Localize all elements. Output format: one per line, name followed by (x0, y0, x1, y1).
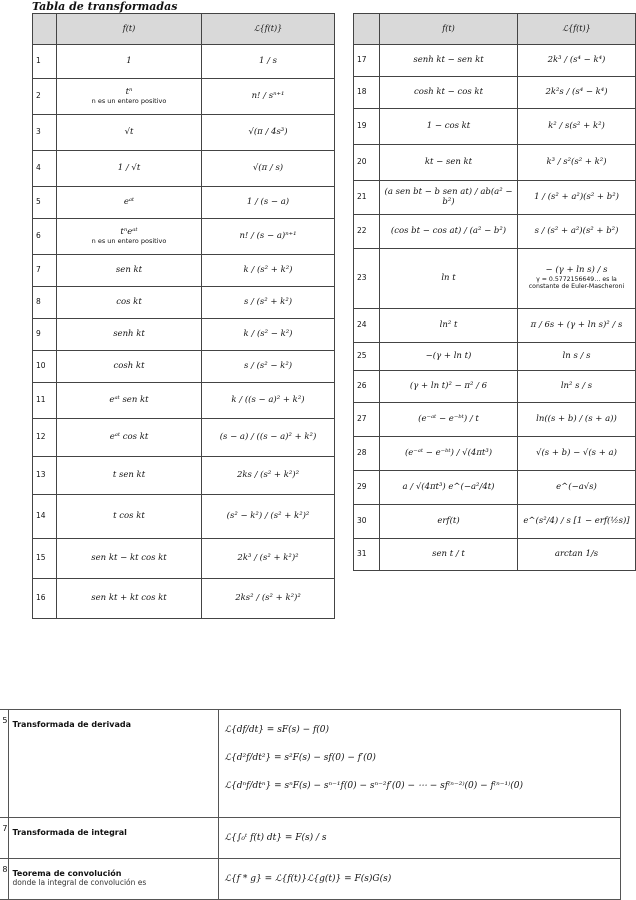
function-expression: sen kt − kt cos kt (91, 552, 167, 563)
row-number: 19 (354, 109, 380, 145)
function-cell (380, 77, 518, 109)
function-cell (57, 115, 202, 151)
transform-cell (202, 319, 335, 351)
row-number: 26 (354, 371, 380, 403)
function-expression: cosh kt (113, 360, 145, 371)
transform-cell (202, 187, 335, 219)
function-cell (380, 403, 518, 437)
transform-expression: s / (s² + k²) (243, 296, 293, 307)
row-number: 20 (354, 145, 380, 181)
table-row (354, 249, 636, 309)
function-expression: ln² t (439, 319, 458, 330)
transform-cell (518, 181, 636, 215)
transform-cell (202, 151, 335, 187)
transform-expression: e^(−a√s) (556, 481, 597, 492)
transform-expression: π / 6s + (γ + ln s)² / s (530, 319, 623, 330)
table-row (354, 437, 636, 471)
row-number: 12 (33, 419, 57, 457)
function-expression: ln t (441, 272, 456, 283)
function-cell (380, 45, 518, 77)
row-number: 2 (33, 79, 57, 115)
function-expression: (e⁻ᵃᵗ − e⁻ᵇᵗ) / √(4πt³) (404, 447, 493, 458)
transform-note: γ = 0.5772156649… es la constante de Euler-Mascheroni (528, 275, 625, 291)
row-number: 30 (354, 505, 380, 539)
row-number: 6 (33, 219, 57, 255)
function-cell (380, 539, 518, 571)
function-expression: eᵃᵗ cos kt (109, 431, 149, 442)
function-expression: tⁿ (125, 86, 133, 97)
row-number: 17 (354, 45, 380, 77)
table-row (33, 319, 335, 351)
function-cell (57, 457, 202, 495)
property-row (0, 710, 620, 818)
property-row (0, 859, 620, 900)
row-number: 28 (354, 437, 380, 471)
property-number: 8 (0, 859, 8, 900)
function-expression: (cos bt − cos at) / (a² − b²) (390, 225, 507, 236)
property-formula: ℒ{∫₀ᵗ f(t) dt} = F(s) / s (224, 833, 327, 843)
table-row (33, 539, 335, 579)
table-row (354, 371, 636, 403)
transform-table-left (32, 13, 335, 619)
function-expression: tⁿeᵃᵗ (120, 226, 138, 237)
transform-expression: 1 / (s² + a²)(s² + b²) (534, 191, 619, 202)
function-expression: 1 − cos kt (426, 120, 471, 131)
function-cell (380, 109, 518, 145)
table-row (354, 215, 636, 249)
transform-expression: (s² − k²) / (s² + k²)² (226, 510, 310, 521)
function-expression: −(γ + ln t) (425, 350, 472, 361)
transform-expression: ln((s + b) / (s + a)) (536, 413, 617, 424)
row-number: 10 (33, 351, 57, 383)
table-row (354, 109, 636, 145)
transform-cell (518, 77, 636, 109)
transform-expression: n! / (s − a)ⁿ⁺¹ (239, 230, 297, 241)
table-row (354, 505, 636, 539)
row-number: 3 (33, 115, 57, 151)
property-name: Transformada de integral (12, 828, 127, 837)
table-row (354, 403, 636, 437)
function-cell (57, 79, 202, 115)
function-cell (380, 181, 518, 215)
property-row (0, 818, 620, 859)
transform-cell (518, 309, 636, 343)
transform-cell (202, 351, 335, 383)
table-row (33, 115, 335, 151)
transform-expression: ln s / s (562, 350, 591, 361)
transform-expression: 1 / s (258, 55, 278, 66)
table-row (33, 219, 335, 255)
transform-cell (202, 115, 335, 151)
table-row (33, 457, 335, 495)
row-number: 1 (33, 45, 57, 79)
function-cell (57, 495, 202, 539)
function-cell (57, 319, 202, 351)
property-formula: ℒ{df/dt} = sF(s) − f(0) (224, 725, 330, 735)
function-expression: 1 / √t (117, 162, 141, 173)
function-cell (57, 351, 202, 383)
function-note: n es un entero positivo (91, 96, 167, 105)
header-f: f(t) (380, 14, 518, 45)
table-row (33, 383, 335, 419)
transform-expression: k / (s² − k²) (243, 328, 293, 339)
row-number: 25 (354, 343, 380, 371)
table-row (354, 77, 636, 109)
function-expression: sen t / t (432, 548, 465, 559)
function-expression: kt − sen kt (424, 156, 473, 167)
table-row (354, 45, 636, 77)
transform-cell (518, 539, 636, 571)
row-number: 24 (354, 309, 380, 343)
function-cell (380, 505, 518, 539)
table-row (354, 309, 636, 343)
transform-expression: s / (s² − k²) (243, 360, 293, 371)
transform-cell (518, 215, 636, 249)
transform-cell (518, 343, 636, 371)
function-cell (380, 343, 518, 371)
function-cell (57, 287, 202, 319)
function-cell (57, 219, 202, 255)
transform-cell (202, 539, 335, 579)
row-number: 15 (33, 539, 57, 579)
function-expression: erf(t) (437, 515, 460, 526)
transform-cell (518, 371, 636, 403)
transform-cell (202, 79, 335, 115)
row-number: 23 (354, 249, 380, 309)
page-title: Tabla de transformadas (32, 0, 178, 13)
header-F: ℒ{f(t)} (518, 14, 636, 45)
function-cell (380, 249, 518, 309)
transform-cell (202, 457, 335, 495)
function-expression: eᵃᵗ sen kt (109, 394, 149, 405)
transform-expression: arctan 1/s (554, 548, 599, 559)
table-row (33, 255, 335, 287)
function-expression: cos kt (116, 296, 142, 307)
function-expression: √t (124, 126, 134, 137)
table-row (33, 419, 335, 457)
function-expression: a / √(4πt³) e^(−a²/4t) (402, 481, 495, 492)
property-description: donde la integral de convolución es (12, 878, 147, 887)
transform-cell (202, 45, 335, 79)
function-expression: sen kt (115, 264, 143, 275)
function-expression: sen kt + kt cos kt (91, 592, 167, 603)
property-name-cell (8, 859, 218, 900)
function-expression: (a sen bt − b sen at) / ab(a² − b²) (384, 186, 513, 207)
transform-expression: √(π / 4s³) (248, 126, 288, 137)
property-name-cell (8, 710, 218, 818)
transform-expression: s / (s² + a²)(s² + b²) (534, 225, 619, 236)
transform-expression: e^(s²/4) / s [1 − erf(½s)] (523, 515, 630, 526)
row-number: 16 (33, 579, 57, 619)
function-cell (380, 215, 518, 249)
transform-cell (518, 145, 636, 181)
header-f: f(t) (57, 14, 202, 45)
row-number: 5 (33, 187, 57, 219)
property-formula: ℒ{d²f/dt²} = s²F(s) − sf(0) − f′(0) (224, 753, 376, 763)
function-cell (380, 309, 518, 343)
function-expression: t sen kt (112, 469, 146, 480)
function-expression: (γ + ln t)² − π² / 6 (409, 380, 488, 391)
table-row (33, 79, 335, 115)
transform-cell (202, 579, 335, 619)
header-number (33, 14, 57, 45)
transform-expression: k³ / s²(s² + k²) (546, 156, 607, 167)
row-number: 14 (33, 495, 57, 539)
property-name: Transformada de derivada (12, 720, 131, 729)
transform-expression: ln² s / s (560, 380, 593, 391)
property-number: 5 (0, 710, 8, 818)
function-cell (380, 371, 518, 403)
transform-cell (202, 287, 335, 319)
function-expression: (e⁻ᵃᵗ − e⁻ᵇᵗ) / t (418, 413, 479, 424)
function-cell (57, 187, 202, 219)
row-number: 9 (33, 319, 57, 351)
row-number: 22 (354, 215, 380, 249)
property-number: 7 (0, 818, 8, 859)
row-number: 7 (33, 255, 57, 287)
transform-expression: (s − a) / ((s − a)² + k²) (219, 431, 317, 442)
function-note: n es un entero positivo (91, 236, 167, 245)
transform-cell (518, 403, 636, 437)
header-number (354, 14, 380, 45)
transform-cell (202, 255, 335, 287)
properties-section (0, 709, 636, 900)
table-row (33, 579, 335, 619)
table-row (354, 471, 636, 505)
properties-table (0, 709, 621, 900)
transform-expression: 2ks² / (s² + k²)² (235, 592, 301, 603)
function-expression: 1 (126, 55, 132, 66)
row-number: 27 (354, 403, 380, 437)
transform-cell (518, 437, 636, 471)
property-name-cell (8, 818, 218, 859)
header-F: ℒ{f(t)} (202, 14, 335, 45)
transform-cell (518, 471, 636, 505)
function-expression: cosh kt − cos kt (413, 86, 484, 97)
function-cell (57, 579, 202, 619)
table-row (33, 151, 335, 187)
function-cell (57, 151, 202, 187)
transform-expression: k² / s(s² + k²) (548, 120, 605, 131)
transform-expression: − (γ + ln s) / s (545, 265, 608, 276)
table-row (33, 351, 335, 383)
row-number: 31 (354, 539, 380, 571)
function-cell (57, 383, 202, 419)
property-formula-cell (218, 710, 620, 818)
row-number: 4 (33, 151, 57, 187)
function-cell (57, 255, 202, 287)
transform-expression: 2k³ / (s⁴ − k⁴) (547, 54, 606, 65)
row-number: 29 (354, 471, 380, 505)
row-number: 11 (33, 383, 57, 419)
transform-expression: n! / sⁿ⁺¹ (251, 90, 285, 101)
function-cell (57, 419, 202, 457)
function-cell (57, 539, 202, 579)
transform-cell (518, 249, 636, 309)
function-cell (380, 437, 518, 471)
property-name: Teorema de convolución (12, 869, 122, 878)
transform-cell (202, 419, 335, 457)
table-row (33, 287, 335, 319)
transform-table-right (353, 13, 636, 571)
transform-expression: √(π / s) (252, 162, 284, 173)
transform-cell (518, 505, 636, 539)
table-row (354, 181, 636, 215)
transform-expression: 1 / (s − a) (246, 196, 290, 207)
property-formula: ℒ{dⁿf/dtⁿ} = sⁿF(s) − sⁿ⁻¹f(0) − sⁿ⁻²f′(0) − ⋯ − sf⁽ⁿ⁻²⁾(0) − f⁽ⁿ⁻¹⁾(0) (224, 781, 524, 791)
transform-cell (518, 109, 636, 145)
table-row (33, 45, 335, 79)
transform-expression: √(s + b) − √(s + a) (536, 447, 617, 458)
transform-cell (202, 383, 335, 419)
transform-cell (202, 495, 335, 539)
row-number: 18 (354, 77, 380, 109)
function-expression: t cos kt (113, 510, 145, 521)
function-expression: eᵃᵗ (123, 196, 135, 207)
transform-expression: 2k²s / (s⁴ − k⁴) (545, 86, 608, 97)
function-expression: senh kt (113, 328, 145, 339)
property-formula: ℒ{f * g} = ℒ{f(t)}ℒ{g(t)} = F(s)G(s) (224, 874, 392, 884)
transform-expression: 2k³ / (s² + k²)² (237, 552, 299, 563)
row-number: 13 (33, 457, 57, 495)
function-cell (380, 145, 518, 181)
table-row (33, 187, 335, 219)
property-formula-cell (218, 818, 620, 859)
function-expression: senh kt − sen kt (413, 54, 484, 65)
transform-expression: k / (s² + k²) (243, 264, 293, 275)
transform-cell (202, 219, 335, 255)
function-cell (380, 471, 518, 505)
row-number: 21 (354, 181, 380, 215)
property-formula-cell (218, 859, 620, 900)
transform-expression: k / ((s − a)² + k²) (231, 394, 305, 405)
table-row (354, 343, 636, 371)
row-number: 8 (33, 287, 57, 319)
table-row (354, 145, 636, 181)
transform-expression: 2ks / (s² + k²)² (236, 469, 300, 480)
transform-cell (518, 45, 636, 77)
table-row (354, 539, 636, 571)
function-cell (57, 45, 202, 79)
table-row (33, 495, 335, 539)
